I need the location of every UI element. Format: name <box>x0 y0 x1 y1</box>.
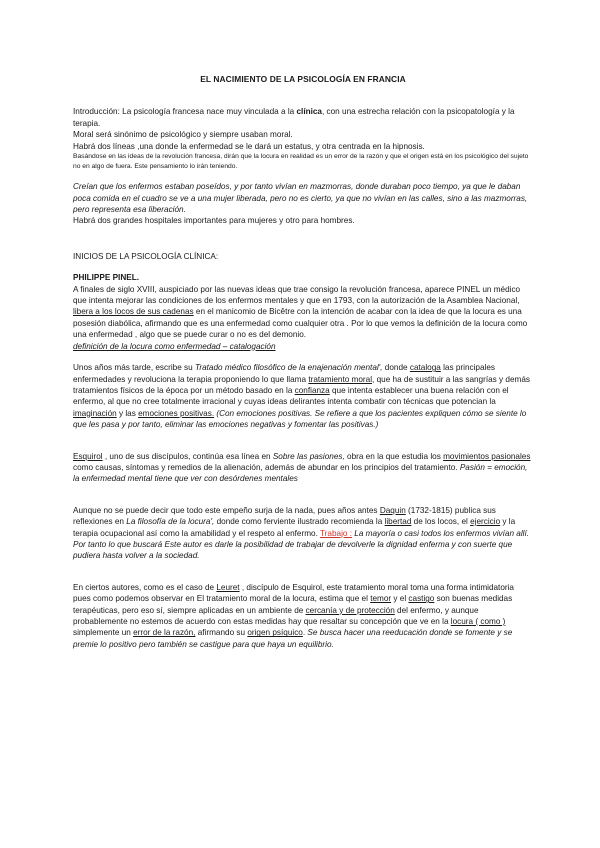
section-heading: INICIOS DE LA PSICOLOGÍA CLÍNICA: <box>73 251 219 261</box>
pinel-text-2: en el manicomio de Bicêtre con la intención de acabar con la idea de que la locura es una posesión diabólica, afirmando que es una enfermedad como cualquier otra . Por lo que vemos la definición de la locura como una enfermedad , algo que se puede curar o no es del demonio. <box>73 307 528 340</box>
tratado-underline: cataloga <box>409 363 441 373</box>
leuret-underline: locura ( como ) <box>450 617 506 626</box>
intro-line-1 <box>73 106 533 129</box>
hospitales-line: Habrá dos grandes hospitales importantes para mujeres y otro para hombres. <box>73 216 355 226</box>
leuret-text: son buenas medidas terapéuticas, pero eso sí, siempre aplicadas en un ambiente de <box>73 594 513 615</box>
pinel-heading: PHILIPPE PINEL. <box>73 273 139 283</box>
esquirol-text: como causas, síntomas y remedios de la alienación, además de abundar en los principios del tratamiento. <box>73 462 460 472</box>
daquin-italic-title: La filosofía de la locura', <box>126 517 215 527</box>
intro-block <box>73 106 533 171</box>
mazmorras-block <box>73 181 533 227</box>
tratado-paragraph <box>73 362 533 430</box>
leuret-underline: castigo <box>408 594 435 604</box>
leuret-text: del enfermo, y aunque probablemente no estemos de acuerdo con estas medidas hay que resaltar su concepción que ve en la <box>73 605 479 626</box>
leuret-text: . <box>302 628 308 638</box>
intro-text: Introducción: La psicología francesa nace muy vinculada a la <box>73 107 297 117</box>
daquin-underline: ejercicio <box>470 517 501 527</box>
pinel-underline-1: libera a los locos de sus cadenas <box>73 307 194 317</box>
leuret-paragraph <box>73 582 533 650</box>
daquin-italic-note: La mayoría o casi todos los enfermos vivían allí. Por tanto lo que buscará Este autor es darle la posibilidad de trabajar de devolverle la dignidad enferma y con suerte que pudiera hasta volver a la sociedad. <box>73 528 530 561</box>
tratado-underline: tratamiento moral <box>308 374 373 384</box>
leuret-text: y el <box>391 594 409 604</box>
trabajo-red-label: Trabajo : <box>319 528 352 538</box>
daquin-underline: Daquin <box>379 505 406 515</box>
tratado-underline: confianza <box>294 385 330 395</box>
esquirol-text: , uno de sus discípulos, continúa esa línea en <box>102 451 273 461</box>
document-page <box>73 74 533 650</box>
daquin-text: y la terapia ocupacional así como la amabilidad y el respeto al enfermo. <box>73 517 516 538</box>
pinel-paragraph <box>73 284 533 352</box>
daquin-text: (1732-1815) publica sus reflexiones en <box>73 505 496 527</box>
pinel-text: A finales de siglo XVIII, auspiciado por las nuevas ideas que trae consigo la revolución francesa, aparece PINEL un médico que intenta mejorar las condiciones de los enfermos mentales y que en 1793, con la autorización de la Asamblea Nacional, <box>73 284 521 306</box>
tratado-italic-title: Tratado médico filosófico de la enajenación mental', <box>194 363 383 373</box>
esquirol-underline: movimientos pasionales <box>443 451 531 461</box>
daquin-text: donde como ferviente ilustrado recomienda la <box>214 517 385 527</box>
daquin-text: Aunque no se puede decir que todo este empeño surja de la nada, pues años antes <box>73 505 380 515</box>
esquirol-italic-title: Sobre las pasiones, <box>272 451 345 461</box>
daquin-text: de los locos, el <box>411 517 471 527</box>
document-title: EL NACIMIENTO DE LA PSICOLOGÍA EN FRANCIA <box>200 74 406 84</box>
tratado-underline: imaginación <box>73 408 117 418</box>
tratado-text: que intenta establecer una buena relación con el enfermo, al que no cree totalmente irracional y cuyas ideas delirantes intenta combatir con técnicas que potencian la <box>73 385 509 407</box>
pinel-underline-2: definición de la locura como enfermedad – catalogación <box>73 341 276 351</box>
intro-line-4: Basándose en las ideas de la revolución francesa, dirán que la locura en realidad es un error de la razón y que el origen está en los psicológico del sujeto no en algo de fuera. Este pensamiento lo irán teniendo. <box>73 153 529 170</box>
tratado-text: donde <box>382 363 410 373</box>
leuret-text: afirmando su <box>195 628 248 638</box>
intro-line-2: Moral será sinónimo de psicológico y siempre usaban moral. <box>73 130 293 140</box>
intro-line-3: Habrá dos líneas ,una donde la enfermedad se le dará un estatus, y otra centrada en la hipnosis. <box>73 141 425 151</box>
intro-text-cont: , con una estrecha relación con la psicopatología y la terapia. <box>73 107 515 128</box>
esquirol-text: obra en la que estudia los <box>344 451 444 461</box>
esquirol-paragraph <box>73 451 533 485</box>
tratado-text: , que ha de sustituir a las sangrías y demás tratamientos físicos de la época por un método basado en la <box>73 374 530 395</box>
tratado-text: Unos años más tarde, escribe su <box>73 363 195 373</box>
leuret-underline: Leuret <box>216 582 240 592</box>
esquirol-underline: Esquirol <box>73 451 103 461</box>
leuret-underline: error de la razón, <box>133 628 196 638</box>
leuret-text: En ciertos autores, como es el caso de <box>73 582 217 592</box>
daquin-underline: libertad <box>384 517 412 527</box>
tratado-text: y las <box>116 408 139 418</box>
leuret-underline: origen psíquico <box>247 628 303 638</box>
tratado-text: las principales enfermedades y revoluciona la terapia proponiendo lo que llama <box>73 363 495 384</box>
clinica-bold: clínica <box>296 107 322 117</box>
mazmorras-italic: Creían que los enfermos estaban poseídos, y por tanto vivían en mazmorras, donde duraban poco tiempo, ya que le daban poca comida en el cuadro se ve a una mujer liberada, pero no es cierto, ya que no vivían en las calles, sino a las mazmorras, pero representa esa liberación. <box>73 182 528 215</box>
tratado-underline: emociones positivas. <box>138 408 215 418</box>
leuret-text: simplemente un <box>73 628 134 638</box>
esquirol-italic-note: Pasión = emoción, la enfermedad mental tiene que ver con desórdenes mentales <box>73 462 528 484</box>
leuret-italic-note: Se busca hacer una reeducación donde se fomente y se premie lo positivo pero también se castigue para que haya un equilibrio. <box>73 628 513 649</box>
leuret-underline: temor <box>370 594 392 604</box>
daquin-paragraph <box>73 505 533 562</box>
leuret-underline: cercanía y de protección <box>305 605 395 615</box>
tratado-italic-note: (Con emociones positivas. Se refiere a que los pacientes expliquen cómo se siente lo que les pasa y por tanto, eliminar las emociones negativas y fomentar las positivas.) <box>73 408 527 430</box>
leuret-text: , discípulo de Esquirol, este tratamiento moral toma una forma intimidatoria pues como podemos observar en El tratamiento moral de la locura, estima que el <box>73 582 514 604</box>
